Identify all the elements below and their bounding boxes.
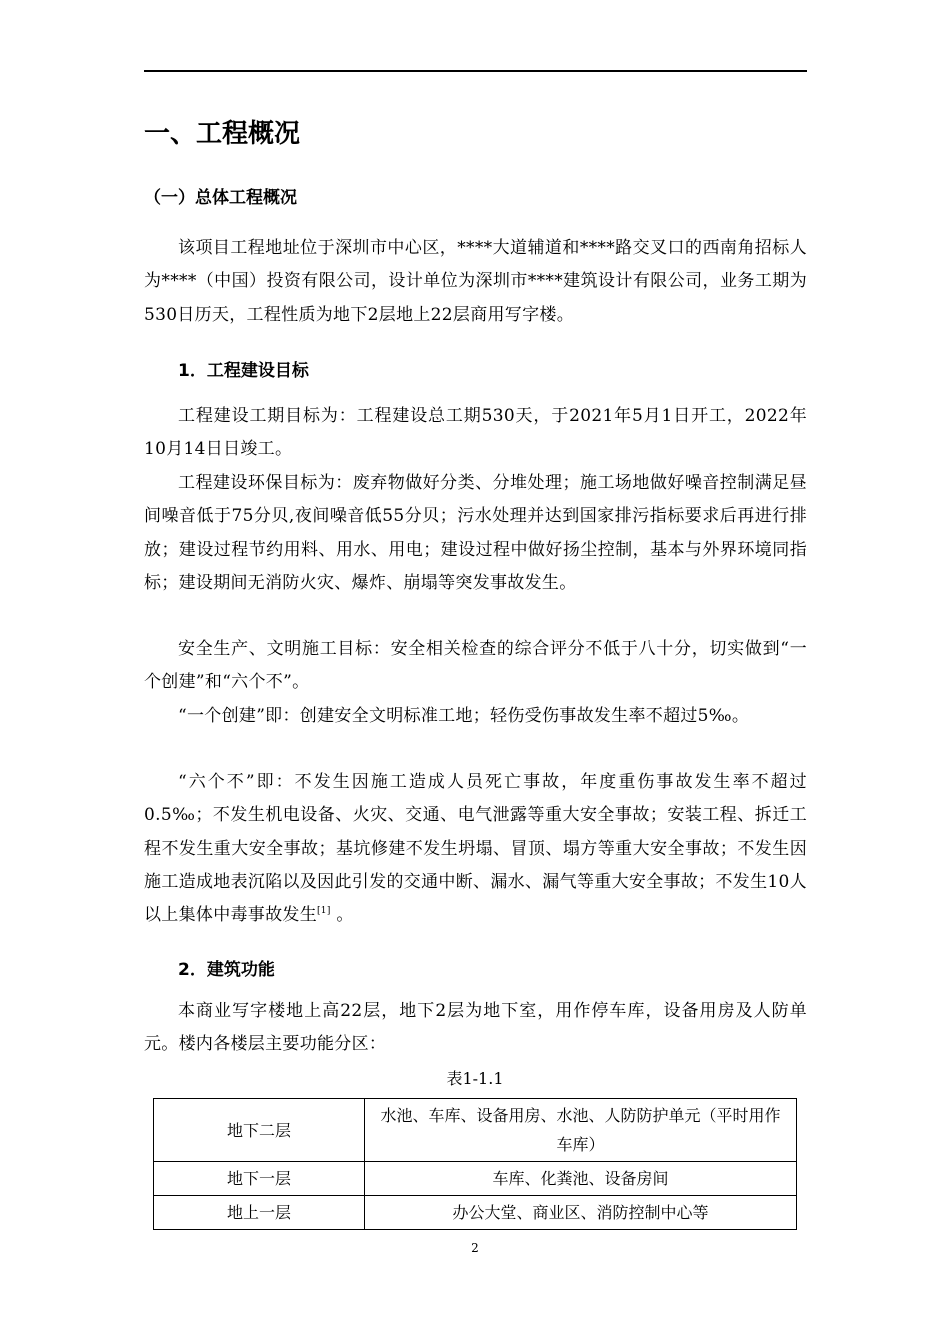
- header-rule: [144, 70, 807, 72]
- function-cell: 水池、车库、设备用房、水池、人防防护单元（平时用作车库）: [365, 1099, 797, 1162]
- function-cell: 办公大堂、商业区、消防控制中心等: [365, 1196, 797, 1230]
- page-number: 2: [471, 1241, 479, 1255]
- one-create-paragraph: “一个创建”即：创建安全文明标准工地；轻伤受伤事故发生率不超过5‰。: [178, 706, 750, 726]
- six-no-end: 。: [330, 905, 354, 926]
- chapter-title: 一、工程概况: [144, 119, 301, 149]
- table-row: [154, 1099, 797, 1162]
- six-no-paragraph: [144, 766, 807, 932]
- floor-cell: 地下二层: [154, 1099, 365, 1162]
- table-caption: 表1-1.1: [446, 1069, 504, 1088]
- floor-cell: 地上一层: [154, 1196, 365, 1230]
- schedule-goal-paragraph: 工程建设工期目标为：工程建设总工期530天，于2021年5月1日开工，2022年10月14日日竣工。: [144, 406, 807, 460]
- section-title: （一）总体工程概况: [144, 188, 297, 208]
- citation-ref[interactable]: [1]: [317, 906, 331, 917]
- environment-goal-paragraph: 工程建设环保目标为：废弃物做好分类、分堆处理；施工场地做好噪音控制满足昼间噪音低于75分贝,夜间噪音低55分贝；污水处理并达到国家排污指标要求后再进行排放；建设过程节约用料、用水、用电；建设过程中做好扬尘控制，基本与外界环境同指标；建设期间无消防火灾、爆炸、崩塌等突发事故发生。: [144, 473, 807, 593]
- function-paragraph: 本商业写字楼地上高22层，地下2层为地下室，用作停车库，设备用房及人防单元。楼内各楼层主要功能分区：: [144, 1001, 807, 1055]
- floor-cell: 地下一层: [154, 1162, 365, 1196]
- six-no-text: “六个不”即：不发生因施工造成人员死亡事故，年度重伤事故发生率不超过0.5‰；不发生机电设备、火灾、交通、电气泄露等重大安全事故；安装工程、拆迁工程不发生重大安全事故；基坑修建不发生坍塌、冒顶、塌方等重大安全事故；不发生因施工造成地表沉陷以及因此引发的交通中断、漏水、漏气等重大安全事故；不发生10人以上集体中毒事故发生: [144, 772, 807, 926]
- function-cell: 车库、化粪池、设备房间: [365, 1162, 797, 1196]
- table-row: [154, 1196, 797, 1230]
- floor-function-table: [153, 1098, 797, 1230]
- subsection-title-goals: 1．工程建设目标: [178, 361, 309, 381]
- intro-paragraph: 该项目工程地址位于深圳市中心区，****大道辅道和****路交叉口的西南角招标人为****（中国）投资有限公司，设计单位为深圳市****建筑设计有限公司，业务工期为530日历天，工程性质为地下2层地上22层商用写字楼。: [144, 238, 807, 325]
- subsection-title-function: 2．建筑功能: [178, 960, 275, 980]
- table-row: [154, 1162, 797, 1196]
- safety-goal-paragraph: 安全生产、文明施工目标：安全相关检查的综合评分不低于八十分，切实做到“一个创建”和“六个不”。: [144, 639, 807, 693]
